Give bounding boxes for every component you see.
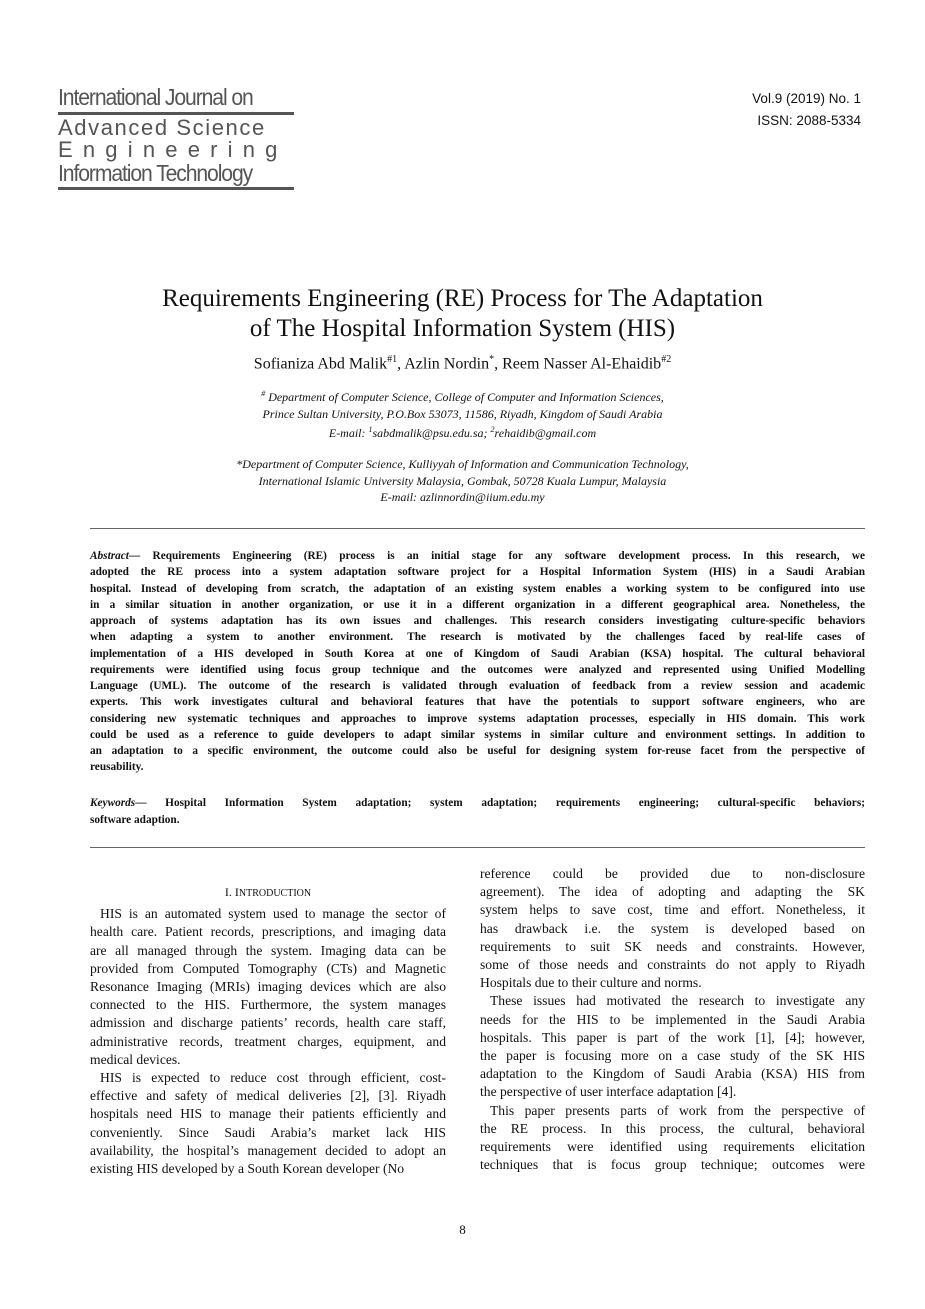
body-text-line: adaptation to the Kingdom of Saudi Arabia (KSA) HIS from: [480, 1066, 865, 1082]
body-text-line: connected to the HIS. Furthermore, the system manages: [90, 997, 446, 1013]
body-text-line: the perspective of user interface adaptation [4].: [480, 1084, 737, 1100]
author-name: Reem Nasser Al-Ehaidib: [502, 355, 662, 373]
abstract-line: Language (UML). The outcome of the research is validated through evaluation of feedback from a review session and academic: [90, 680, 865, 692]
email: rehaidib@gmail.com: [494, 426, 597, 440]
affiliation-2: [0, 456, 925, 506]
divider: [90, 528, 865, 529]
email: sabdmalik@psu.edu.sa;: [372, 426, 491, 440]
abstract-line: approach of systems adaptation has its own issues and challenges. This research considers investigating culture-specific behaviors: [90, 615, 865, 627]
logo-line-2: Advanced Science: [58, 115, 266, 140]
left-column: [90, 883, 446, 1178]
affiliation-email: E-mail: azlinnordin@iium.edu.my: [380, 490, 545, 504]
abstract-line: implementation of a HIS developed in South Korea at one of Kingdom of Saudi Arabian (KSA) hospital. The cultural behavioral: [90, 647, 865, 660]
body-text-line: admission and discharge patients’ records, health care staff,: [90, 1015, 446, 1031]
body-text-line: existing HIS developed by a South Korean developer (No: [90, 1161, 405, 1177]
body-text-line: needs for the HIS to be implemented in the Saudi Arabia: [480, 1011, 865, 1027]
abstract-line: [90, 548, 865, 564]
abstract-line: could be used as a reference to guide developers to adapt similar systems in similar culture and environment settings. In addition to: [90, 728, 865, 741]
body-text-line: system helps to save cost, time and effort. Nonetheless, it: [480, 902, 865, 918]
section-heading: [90, 883, 446, 903]
keywords-text: Hospital Information System adaptation; system adaptation; requirements engineering; cultural-specific behaviors;: [165, 797, 865, 809]
abstract-label: Abstract: [90, 550, 129, 562]
abstract: [90, 548, 865, 776]
issue-info: [752, 88, 861, 132]
body-text-line: administrative records, treatment charges, equipment, and: [90, 1033, 446, 1049]
body-text-line: the RE process. In this process, the cultural, behavioral: [480, 1120, 865, 1136]
logo-rule-bottom: [58, 187, 294, 190]
abstract-line: an adaptation to a specific environment, the outcome could also be useful for designing system for-reuse facet from the perspective of: [90, 745, 865, 757]
keywords: [90, 795, 865, 828]
affiliation-line: Prince Sultan University, P.O.Box 53073, 11586, Riyadh, Kingdom of Saudi Arabia: [262, 406, 663, 421]
affiliation-line: *Department of Computer Science, Kulliyyah of Information and Communication Technology,: [236, 457, 689, 471]
abstract-line: experts. This work investigates cultural and behavioral features that have the potentials to support software engineers, who are: [90, 696, 865, 709]
body-text-line: hospitals need HIS to manage their patients efficiently and: [90, 1106, 446, 1122]
section-title-rest: NTRODUCTION: [238, 888, 312, 899]
authors: Sofianiza Abd Malik$^{\#1}$, Azlin Nordin*, Reem Nasser Al-Ehaidib$^{\#2}$: [253, 354, 672, 373]
author-mark: #2: [661, 354, 672, 365]
title-line-2: of The Hospital Information System (HIS): [249, 315, 676, 342]
body-text-line: availability, the hospital’s management decided to adopt an: [90, 1142, 446, 1158]
affiliation-1: [0, 386, 925, 442]
issn: ISSN: 2088-5334: [757, 113, 861, 128]
affiliation-line: Department of Computer Science, College of Computer and Information Sciences,: [268, 390, 664, 404]
affiliation-line: International Islamic University Malaysia, Gombak, 50728 Kuala Lumpur, Malaysia: [258, 473, 667, 488]
email-mark: 1: [368, 425, 373, 434]
author-name: Azlin Nordin: [404, 355, 490, 373]
abstract-dash: —: [128, 550, 153, 562]
keywords-line: [90, 795, 865, 812]
affiliation-email: [0, 422, 925, 442]
body-text-line: the paper is focusing more on a case study of the SK HIS: [480, 1048, 865, 1064]
abstract-line: reusability.: [90, 761, 144, 774]
abstract-line: adopted the RE process into a system adaptation software project for a Hospital Information System (HIS) in a Saudi Arabian: [90, 566, 865, 579]
body-text-line: requirements were identified using requirements elicitation: [480, 1139, 865, 1155]
section-initial: I: [234, 885, 239, 899]
body-text-line: some of those needs and constraints do not apply to Riyadh: [480, 957, 865, 973]
volume: Vol.9 (2019) No. 1: [752, 91, 861, 106]
body-text-line: HIS is expected to reduce cost through efficient, cost-: [100, 1070, 446, 1086]
body-text-line: Hospitals due to their culture and norms.: [480, 975, 702, 991]
body-text-line: requirements to suit SK needs and constraints. However,: [480, 938, 865, 954]
email-label: E-mail:: [328, 426, 369, 440]
body-text-line: provided from Computed Tomography (CTs) and Magnetic: [90, 960, 446, 976]
author-mark: #1: [387, 354, 398, 365]
journal-logo: [58, 84, 294, 191]
abstract-line: hospital. Instead of developing from scratch, the adaptation of an existing system enables a working system to be configured into use: [90, 582, 865, 595]
affiliation-mark: #: [261, 389, 266, 398]
body-text-line: agreement). The idea of adopting and adapting the SK: [480, 884, 865, 900]
keywords-line: software adaption.: [90, 813, 180, 826]
right-column: [480, 865, 865, 1174]
paper-title: [0, 284, 925, 344]
body-text-line: effective and safety of medical deliveries [2], [3]. Riyadh: [90, 1088, 446, 1104]
keywords-dash: —: [135, 797, 166, 809]
divider: [90, 847, 865, 848]
abstract-line: in a similar situation in another organization, or use it in a different organization in a different geographical area. Nonetheless, the: [90, 598, 865, 611]
body-text-line: techniques that is focus group technique; outcomes were: [480, 1157, 865, 1173]
logo-line-4: Information Technology: [58, 160, 253, 186]
keywords-label: Keywords: [90, 797, 136, 809]
author-name: Sofianiza Abd Malik: [253, 355, 388, 373]
body-text-line: medical devices.: [90, 1051, 181, 1067]
body-text-line: Resonance Imaging (MRIs) imaging devices which are also: [90, 979, 446, 995]
title-line-1: Requirements Engineering (RE) Process for The Adaptation: [162, 285, 763, 312]
logo-line-1: International Journal on: [58, 84, 253, 110]
body-text-line: conveniently. Since Saudi Arabia’s market lack HIS: [90, 1124, 446, 1140]
abstract-text: Requirements Engineering (RE) process is an initial stage for any software development process. In this research, we: [152, 550, 865, 562]
abstract-line: considering new systematic techniques and approaches to improve systems adaptation processes, especially in HIS domain. This work: [90, 712, 865, 725]
email-mark: 2: [490, 425, 495, 434]
abstract-line: when adapting a system to another environment. The research is motivated by the challenges faced by real-life cases of: [90, 631, 865, 644]
body-text-line: HIS is an automated system used to manage the sector of: [100, 906, 446, 922]
body-text-line: hospitals. This paper is part of the work [1], [4]; however,: [480, 1029, 865, 1045]
body-text-line: This paper presents parts of work from the perspective of: [490, 1102, 865, 1118]
body-text-line: These issues had motivated the research to investigate any: [490, 993, 865, 1009]
abstract-line: requirements were identified using focus group technique and the outcomes were analyzed and represented using Unified Modelling: [90, 663, 865, 676]
page-number: 8: [459, 1222, 466, 1237]
body-text-line: has drawback i.e. the system is developed based on: [480, 920, 865, 936]
body-text-line: are all managed through the system. Imaging data can be: [90, 942, 446, 958]
author-mark: *: [489, 354, 495, 365]
body-text-line: health care. Patient records, prescriptions, and imaging data: [90, 924, 446, 940]
section-number: I.: [224, 885, 235, 899]
logo-line-3: Engineering: [58, 137, 288, 162]
body-text-line: reference could be provided due to non-disclosure: [480, 866, 865, 881]
